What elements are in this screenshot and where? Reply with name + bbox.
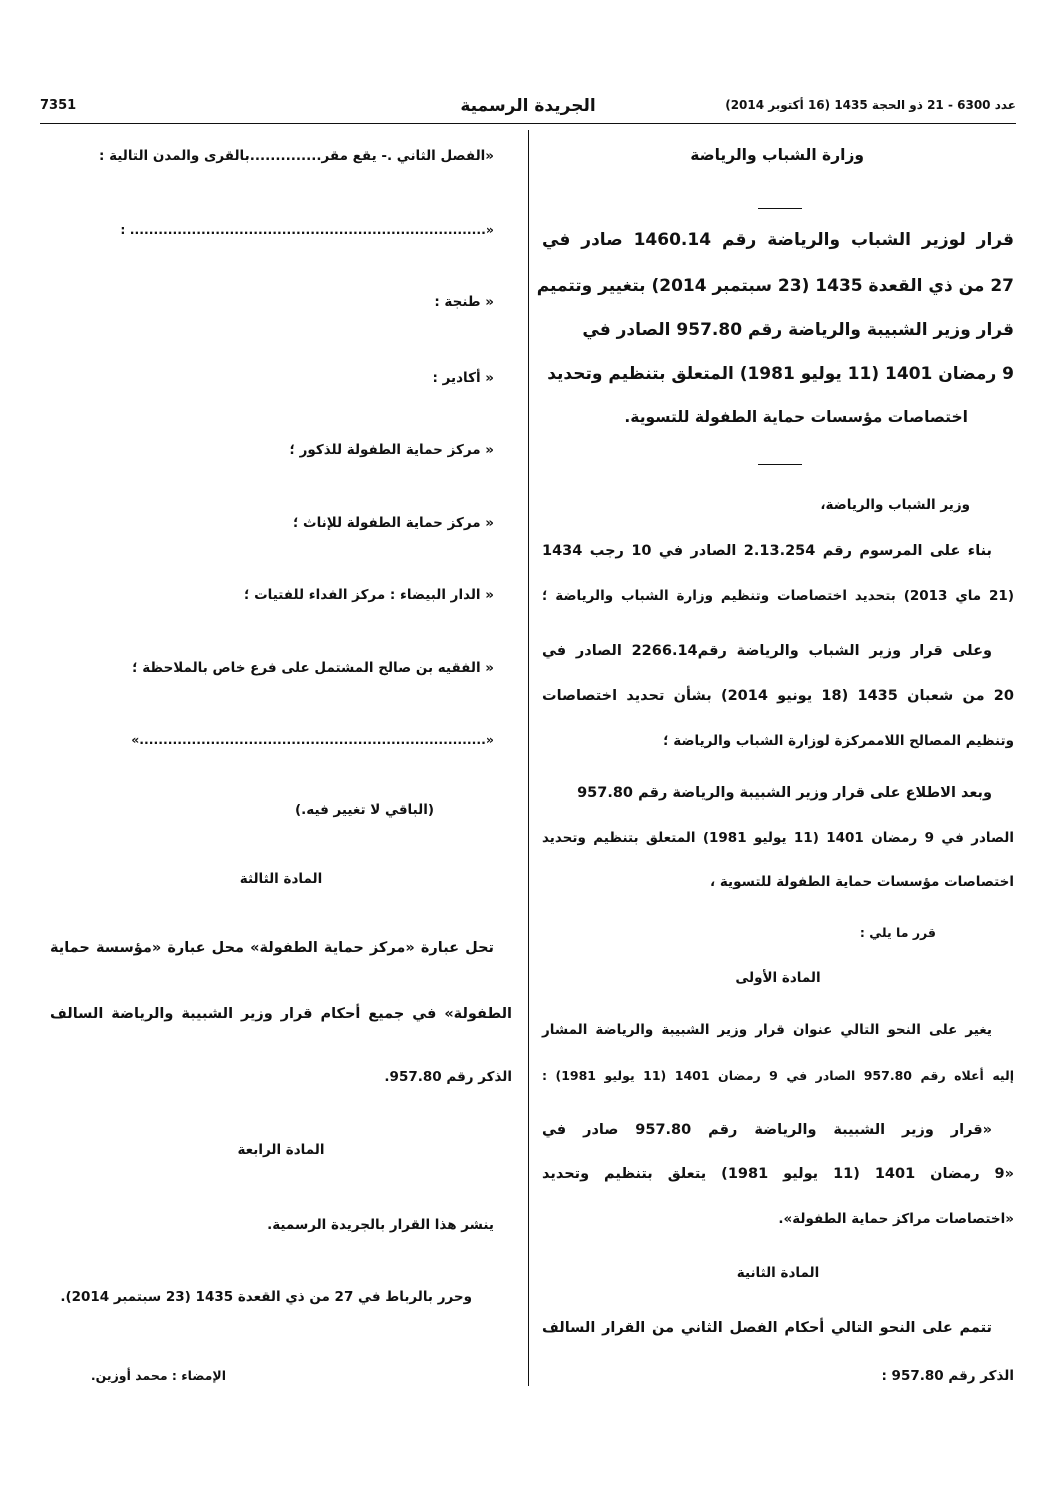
decree-title-line: 9 رمضان 1401 (11 يوليو 1981) المتعلق بتنظيم وتحديد: [547, 364, 1014, 384]
center-girls: « مركز حماية الطفولة للإناث ؛: [292, 515, 494, 531]
quote-line: «قرار وزير الشبيبة والرياضة رقم 957.80 صادر في: [542, 1122, 992, 1138]
article-text-line: الطفولة» في جميع أحكام قرار وزير الشبيبة والرياضة السالف: [50, 1006, 512, 1022]
city-tangier: « طنجة :: [434, 294, 494, 310]
chapter-two-line: «الفصل الثاني .- يقع مقر..............بالقرى والمدن التالية :: [99, 148, 494, 164]
preamble-line: وعلى قرار وزير الشباب والرياضة رقم2266.14 الصادر في: [542, 643, 992, 659]
issue-info: عدد 6300 - 21 ذو الحجة 1435 (16 أكتوبر 2014): [725, 98, 1016, 112]
city-faqih-ben-salah: « الفقيه بن صالح المشتمل على فرع خاص بالملاحظة ؛: [132, 660, 494, 676]
article-text-line: الذكر رقم 957.80 :: [881, 1368, 1014, 1384]
decree-title-line: قرار وزير الشبيبة والرياضة رقم 957.80 الصادر في: [582, 320, 1014, 340]
header-rule: [40, 123, 1016, 124]
article-text-line: ينشر هذا القرار بالجريدة الرسمية.: [267, 1217, 494, 1233]
ministry-heading: وزارة الشباب والرياضة: [690, 146, 864, 164]
signature-line: الإمضاء : محمد أوزين.: [90, 1368, 226, 1383]
page-header: [40, 96, 1016, 122]
dotted-line: «........................................................................... :: [120, 222, 494, 237]
decree-title-line: قرار لوزير الشباب والرياضة رقم 1460.14 صادر في: [542, 230, 1014, 250]
preamble-line: (21 ماي 2013) بتحديد اختصاصات وتنظيم وزارة الشباب والرياضة ؛: [542, 588, 1014, 604]
decree-title-line: 27 من ذي القعدة 1435 (23 سبتمبر 2014) بتغيير وتتميم: [536, 276, 1014, 296]
city-casablanca: « الدار البيضاء : مركز الفداء للفتيات ؛: [243, 587, 494, 603]
article-title: المادة الأولى: [735, 970, 821, 986]
preamble-line: اختصاصات مؤسسات حماية الطفولة للتسوية ،: [710, 874, 1014, 890]
article-title: المادة الثانية: [736, 1265, 820, 1281]
center-boys: « مركز حماية الطفولة للذكور ؛: [289, 442, 494, 458]
preamble-line: وبعد الاطلاع على قرار وزير الشبيبة والرياضة رقم 957.80: [577, 785, 992, 801]
page-number: 7351: [40, 98, 77, 113]
article-title: المادة الثالثة: [239, 871, 323, 887]
article-text-line: تحل عبارة «مركز حماية الطفولة» محل عبارة «مؤسسة حماية: [50, 940, 494, 956]
quote-line: «9 رمضان 1401 (11 يوليو 1981) يتعلق بتنظيم وتحديد: [542, 1166, 1014, 1182]
decree-title-line: اختصاصات مؤسسات حماية الطفولة للتسوية.: [624, 408, 968, 426]
quote-line: «اختصاصات مراكز حماية الطفولة».: [778, 1211, 1014, 1227]
article-text-line: يغير على النحو التالي عنوان قرار وزير الشبيبة والرياضة المشار: [542, 1022, 992, 1038]
dotted-line: «.........................................................................»: [131, 732, 494, 747]
city-agadir: « أكادير :: [432, 370, 494, 386]
preamble-line: وتنظيم المصالح اللاممركزة لوزارة الشباب والرياضة ؛: [663, 733, 1014, 749]
gazette-title: الجريدة الرسمية: [460, 96, 596, 116]
article-text-line: إليه أعلاه رقم 957.80 الصادر في 9 رمضان 1401 (11 يوليو 1981) :: [542, 1068, 1014, 1083]
decides-line: قرر ما يلي :: [859, 925, 936, 940]
done-at-line: وحرر بالرباط في 27 من ذي القعدة 1435 (23 سبتمبر 2014).: [60, 1289, 472, 1305]
separator-rule: [758, 464, 802, 465]
preamble-line: بناء على المرسوم رقم 2.13.254 الصادر في 10 رجب 1434: [542, 543, 993, 559]
column-divider: [528, 130, 529, 1386]
article-title: المادة الرابعة: [237, 1142, 325, 1158]
article-text-line: الذكر رقم 957.80.: [384, 1069, 512, 1085]
article-text-line: تتمم على النحو التالي أحكام الفصل الثاني من القرار السالف: [542, 1320, 992, 1336]
preamble-line: الصادر في 9 رمضان 1401 (11 يوليو 1981) المتعلق بتنظيم وتحديد: [542, 830, 1014, 846]
preamble-line: 20 من شعبان 1435 (18 يونيو 2014) بشأن تحديد اختصاصات: [542, 688, 1014, 704]
rest-unchanged: (الباقي لا تغيير فيه.): [294, 802, 434, 818]
minister-line: وزير الشباب والرياضة،: [820, 497, 970, 513]
separator-rule: [758, 208, 802, 209]
